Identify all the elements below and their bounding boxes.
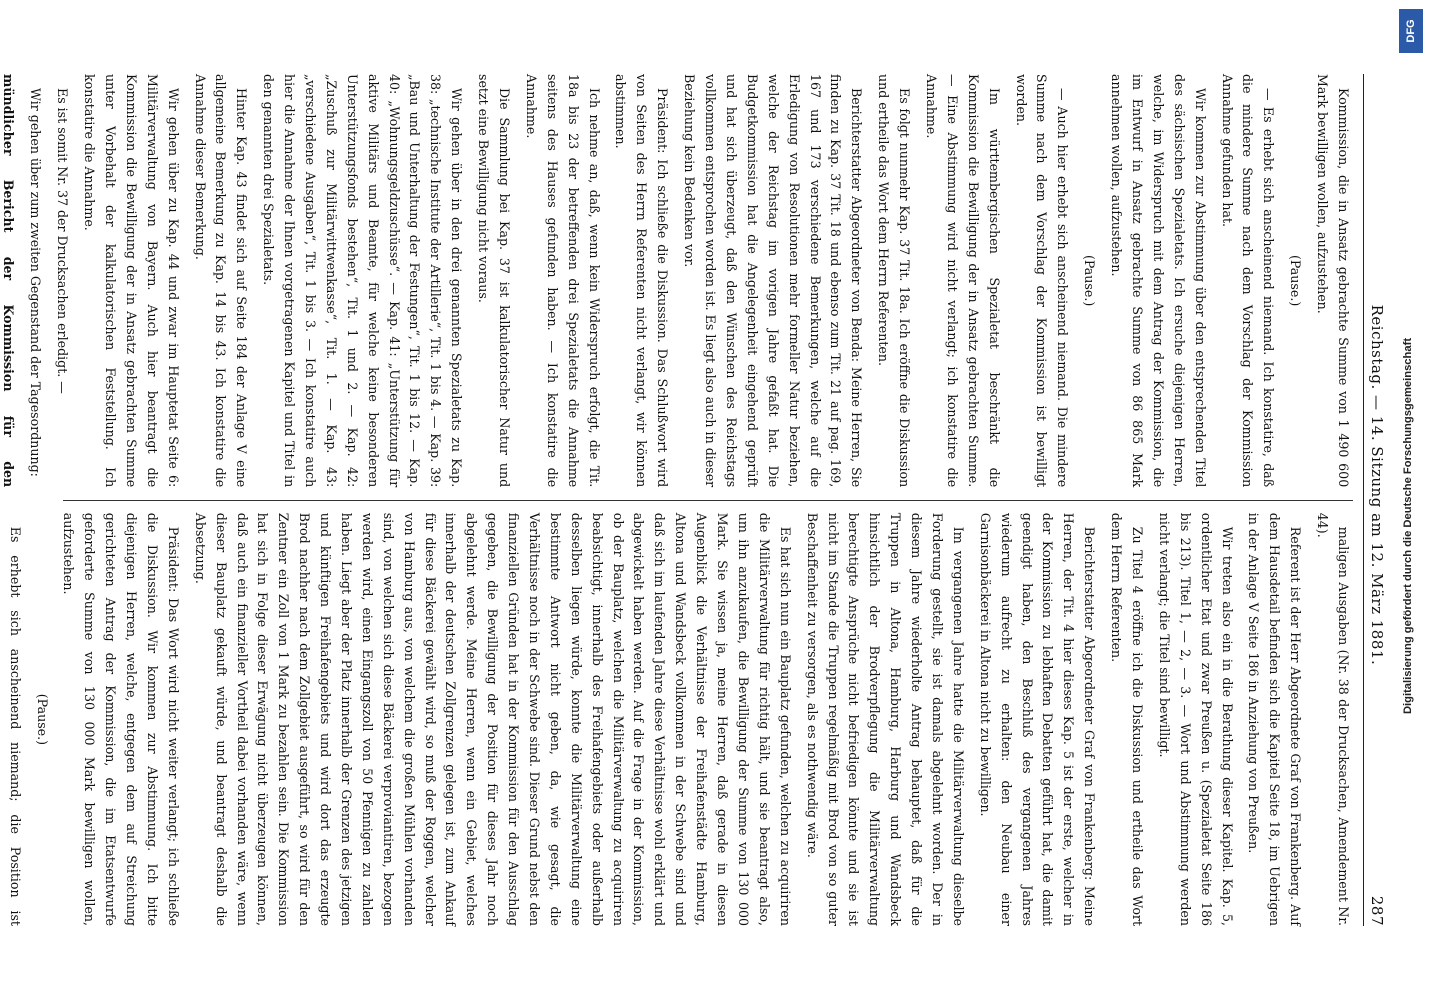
page-header <box>1363 74 1386 926</box>
paragraph: Referent ist der Herr Abgeordnete Graf von Frankenberg. Auf dem Hausdetail befinden sich die Kapitel Seite 18, im Uebrigen in der Anlage V Seite 186 in Anziehung von Preußen. <box>1246 512 1304 926</box>
text-columns <box>1 74 1353 926</box>
right-column <box>7 512 1353 926</box>
paragraph: Es ist somit Nr. 37 der Drucksachen erledigt. — <box>55 88 71 394</box>
paragraph: — Es erhebt sich anscheinend niemand. Ich konstatire, daß die mindere Summe nach dem Vorschlag der Kommission Annahme gefunden hat. <box>1219 74 1277 488</box>
page-number: 287 <box>1368 895 1386 926</box>
paragraph: Im württembergischen Spezialetat beschränkt die Kommission die Bewilligung der in Ansatz gebrachten Summe. — Eine Abstimmung wird nicht verlangt; ich konstatire die Annahme. <box>923 74 1002 488</box>
paragraph: Präsident: Ich schließe die Diskussion. Das Schlußwort wird von Seiten des Herrn Referenten nicht verlangt, wir können abstimmen. <box>613 74 671 488</box>
paragraph: Kommission, die in Ansatz gebrachte Summe von 1 490 600 Mark bewilligen wollen, aufzustehen. <box>1315 74 1351 488</box>
paragraph: Berichterstatter Abgeordneter von Benda: Meine Herren, Sie finden zu Kap. 37 Tit. 18 und ebenso zum Tit. 21 auf pag. 169, 167 und 173 verschiedene Bemerkungen, welche auf die Erledigung von Resolutionen mehr formeller Natur beziehen, welche der Reichstag im vorigen Jahre gefaßt hat. Die Budgetkommission hat die Angelegenheit eingehend geprüft und hat sich überzeugt, daß den Wünschen des Reichstags vollkommen entsprochen worden ist. Es liegt also auch in dieser Beziehung kein Bedenken vor. <box>682 74 865 488</box>
dfg-logo-text: DFG <box>1404 19 1417 43</box>
paragraph: Die Sammlung bei Kap. 37 ist kalkulatorischer Natur und setzt eine Bewilligung nicht voraus. <box>476 74 513 488</box>
paragraph: Hinter Kap. 43 findet sich auf Seite 184 der Anlage V eine allgemeine Bemerkung zu Kap. 14 bis 43. Ich konstatire die Annahme dieser Bemerkung. <box>192 74 250 488</box>
pause-note: (Pause.) <box>1288 254 1304 307</box>
pause-note: (Pause.) <box>1082 254 1098 307</box>
paragraph: Wir gehen über zu Kap. 44 und zwar im Hauptetat Seite 6: Militärverwaltung von Bayern. Auch hier beantragt die Kommission die Bewilligung der in Ansatz gebrachten Summe unter Vorbehalt der kalkulatorischen Feststellung. Ich konstatire die Annahme. <box>82 74 181 488</box>
paragraph: Wir kommen zur Abstimmung über den entsprechenden Titel des sächsischen Spezialetats. Ich ersuche diejenigen Herren, welche, im Widerspruch mit dem Antrag der Kommission, die im Entwurf in Ansatz gebrachte Summe von 86 865 Mark annehmen wollen, aufzustehen. <box>1109 74 1208 488</box>
paragraph: Berichterstatter Abgeordneter Graf von Frankenberg: Meine Herren, der Tit. 4 hier dieses Kap. 5 ist der erste, welcher in der Kommission zu lebhaften Debatten geführt hat, die damit geendigt haben, den Beschluß des vergangenen Jahres wiederum aufrecht zu erhalten: den Neubau einer Garnisonbäckerei in Altona nicht zu bewilligen. <box>977 512 1098 926</box>
left-column <box>1 74 1353 488</box>
dfg-funding-note: Digitalisierung gefördert durch die Deutsche Forschungsgemeinschaft <box>1402 337 1414 715</box>
pause-note: (Pause.) <box>34 693 50 746</box>
paragraph: Wir gehen über in den drei genannten Spezialetats zu Kap. 38: „technische Institute der Artillerie“, Tit. 1 bis 4. — Kap. 39: „Bau und Unterhaltung der Festungen“, Tit. 1 bis 12. — Kap. 40: „Wohnungsgeldzuschüsse“. — Kap. 41: „Unterstützung für aktive Militärs und Beamte, für welche keine besonderen Unterstützungsfonds bestehen“, Tit. 1 und 2. — Kap. 42: „Zuschuß zur Militärwittwenkasse“, Tit. 1. — Kap. 43: „verschiedene Ausgaben“, Tit. 1 bis 3. — Ich konstatire auch hier die Annahme der Ihnen vorgetragenen Kapitel und Titel in den genannten drei Spezialetats. <box>261 74 465 488</box>
agenda-item-heading: mündlicher Bericht der Kommission für den <box>1 74 17 488</box>
paragraph: Präsident: Das Wort wird nicht weiter verlangt; ich schließe die Diskussion. Wir kommen zur Abstimmung. Ich bitte diejenigen Herren, welche, entgegen dem auf Streichung gerichteten Antrag der Kommission, die im Etatsentwurfe geforderte Summe von 130 000 Mark bewilligen wollen, aufzustehen. <box>61 512 181 926</box>
paragraph: Ich nehme an, daß, wenn kein Widerspruch erfolgt, die Tit. 18a bis 23 der betreffenden drei Spezialetats die Annahme seitens des Hauses gefunden haben. — Ich konstatire die Annahme. <box>523 74 602 488</box>
paragraph: Es erhebt sich anscheinend niemand; die Position ist <box>7 526 23 926</box>
paragraph: Es hat sich nun ein Bauplatz gefunden, welchen zu acquiriren die Militärverwaltung für richtig hält, und sie beantragt also, um ihn anzukaufen, die Bewilligung der Summe von 130 000 Mark. Sie wissen ja, meine Herren, daß gerade in diesen Augenblick die Verhältnisse der Freihafenstädte Hamburg, Altona und Wandsbeck vollkommen in der Schwebe sind und daß sich im laufenden Jahre diese Verhältnisse wohl erklärt und abgewickelt haben werden. Auf die Frage in der Kommission, ob der Bauplatz, welchen die Militärverwaltung zu acquiriren beabsichtigt, innerhalb des Freihafengebiets oder außerhalb desselben liegen würde, konnte die Militärverwaltung eine bestimmte Antwort nicht geben, da, wie gesagt, die Verhältnisse noch in der Schwebe sind. Dieser Grund nebst den finanziellen Gründen hat in der Kommission für den Ausschlag gegeben, die Bewilligung der Position für dieses Jahr noch abgelehnt werde. Meine Herren, wenn ein Gebiet, welches innerhalb der deutschen Zollgrenzen gelegen ist, zum Ankauf für diese Bäckerei gewählt wird, so muß der Roggen, welcher von Hamburg aus, von welchem die großen Mühlen vorhanden sind, von welchen sich diese Bäckerei verproviantiren, bezogen werden wird, einen Eingangszoll von 50 Pfennigen zu zahlen haben. Liegt aber der Platz innerhalb der Grenzen des jetzigen und künftigen Freihafengebiets und wird dort das erzeugte Brod nachher nach dem Zollgebiet ausgeführt, so wird für den Zentner ein Zoll von 1 Mark zu bezahlen sein. Die Kommission hat sich in Folge dieser Erwägung nicht überzeugen können, daß auch ein finanzieller Vortheil dabei vorhanden wäre, wenn dieser Bauplatz gekauft würde, und beantragt deshalb die Absetzung. <box>192 512 793 926</box>
paragraph: Im vergangenen Jahre hatte die Militärverwaltung dieselbe Forderung gestellt, sie ist damals abgelehnt worden. Der in diesem Jahre wiederholte Antrag behauptet, daß für die Truppen in Altona, Hamburg, Harburg und Wandsbeck hinsichtlich der Brodverpflegung die Militärverwaltung berechtigte Ansprüche nicht befriedigen könnte und sie ist nicht im Stande die Truppen regelmäßig mit Brod von so guter Beschaffenheit zu versorgen, als es nothwendig wäre. <box>804 512 966 926</box>
paragraph: Es folgt nunmehr Kap. 37 Tit. 18a. Ich eröffne die Diskussion und ertheile das Wort dem Herrn Referenten. <box>876 74 913 488</box>
running-title: Reichstag. — 14. Sitzung am 12. März 1881. <box>1368 304 1386 666</box>
paragraph: maligen Ausgaben (Nr. 38 der Drucksachen, Amendement Nr. 44). <box>1315 512 1351 926</box>
paragraph: Wir gehen über zum zweiten Gegenstand der Tagesordnung: <box>28 88 44 477</box>
paragraph: — Auch hier erhebt sich anscheinend niemand. Die mindere Summe nach dem Vorschlag der Kommission ist bewilligt worden. <box>1013 74 1071 488</box>
dfg-logo-icon <box>1398 8 1424 54</box>
column-divider <box>63 500 1353 501</box>
paragraph: Zu Titel 4 eröffne ich die Diskussion und ertheile das Wort dem Herrn Referenten. <box>1109 512 1145 926</box>
paragraph: Wir treten also ein in die Berathung dieser Kapitel. Kap. 5, ordentlicher Etat und zwar Preußen u. (Spezialetat Seite 186 bis 213). Titel 1, — 2, — 3. — Wort und Abstimmung werden nicht verlangt; die Titel sind bewilligt. <box>1156 512 1235 926</box>
scanned-page <box>1 30 1416 970</box>
